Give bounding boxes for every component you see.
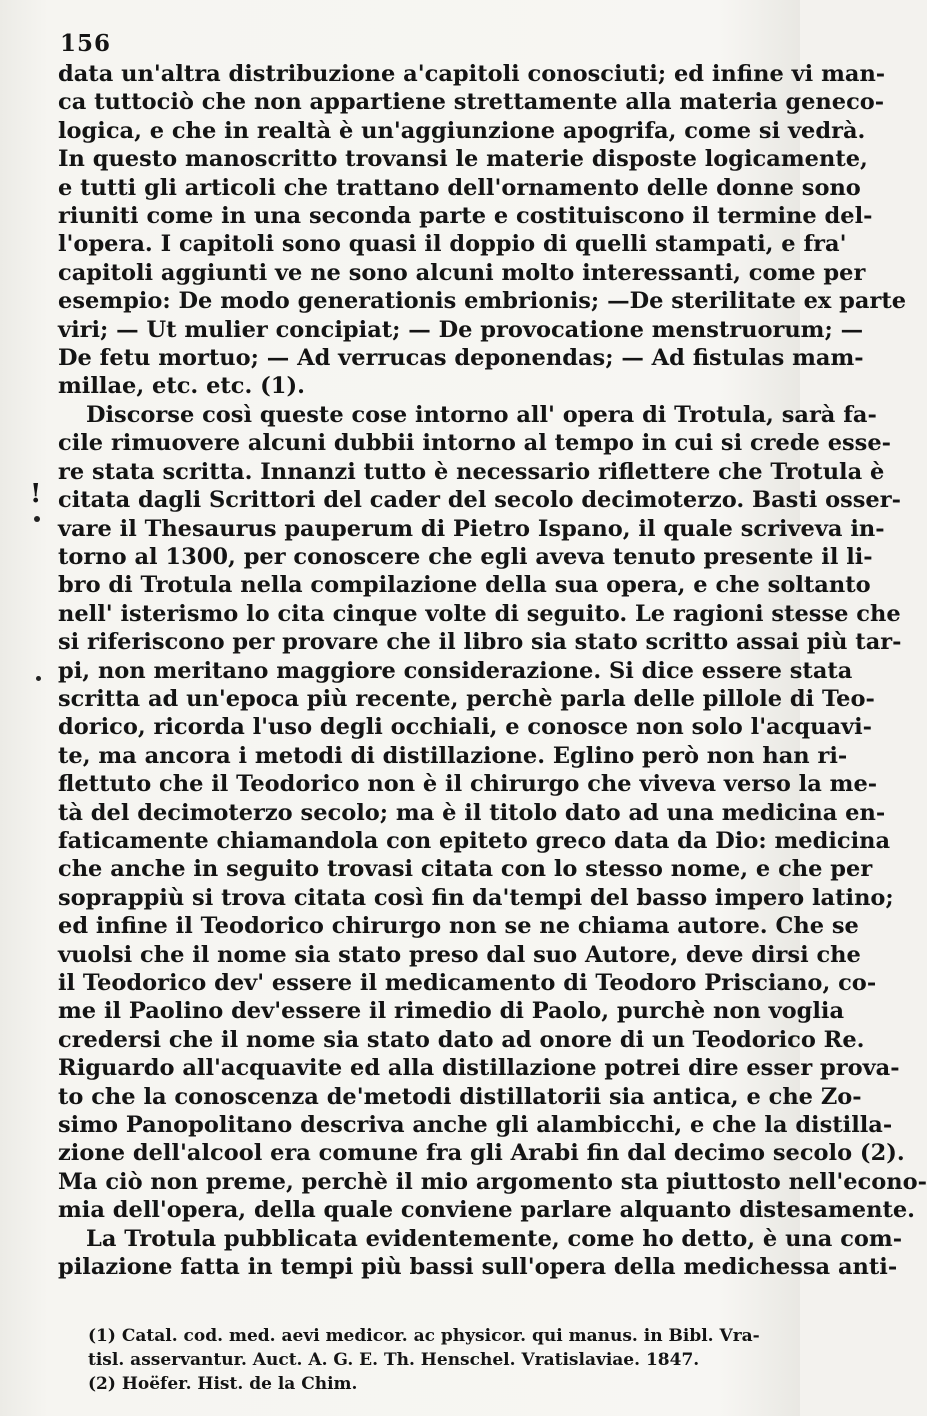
text-line: faticamente chiamandola con epiteto greco data da Dio: medicina	[58, 827, 891, 854]
text-line: me il Paolino dev'essere il rimedio di Paolo, purchè non voglia	[58, 998, 845, 1025]
text-line: te, ma ancora i metodi di distillazione. Eglino però non han ri-	[58, 742, 848, 769]
text-line: Riguardo all'acquavite ed alla distillazione potrei dire esser prova-	[58, 1055, 900, 1082]
text-line: Discorse così queste cose intorno all' opera di Trotula, sarà fa-	[86, 401, 877, 428]
text-line: simo Panopolitano descriva anche gli alambicchi, e che la distilla-	[58, 1112, 893, 1139]
text-line: credersi che il nome sia stato dato ad onore di un Teodorico Re.	[58, 1026, 865, 1053]
text-line: bro di Trotula nella compilazione della sua opera, e che soltanto	[58, 572, 871, 599]
footnote: (2) Hoëfer. Hist. de la Chim.	[88, 1374, 358, 1394]
text-line: pi, non meritano maggiore considerazione. Si dice essere stata	[58, 657, 853, 684]
text-line: to che la conoscenza de'metodi distillatorii sia antica, e che Zo-	[58, 1083, 862, 1110]
text-line: data un'altra distribuzione a'capitoli conosciuti; ed infine vi man-	[58, 61, 886, 87]
text-line: flettuto che il Teodorico non è il chirurgo che viveva verso la me-	[58, 771, 878, 798]
text-line: tà del decimoterzo secolo; ma è il titolo dato ad una medicina en-	[58, 799, 886, 826]
text-line: dorico, ricorda l'uso degli occhiali, e conosce non solo l'acquavi-	[58, 714, 872, 741]
text-line: che anche in seguito trovasi citata con lo stesso nome, e che per	[58, 856, 873, 883]
text-line: logica, e che in realtà è un'aggiunzione apogrifa, come si vedrà.	[58, 117, 866, 144]
margin-dot	[34, 516, 40, 522]
text-line: e tutti gli articoli che trattano dell'ornamento delle donne sono	[58, 174, 861, 201]
footnotes	[88, 1324, 764, 1396]
text-line: il Teodorico dev' essere il medicamento di Teodoro Prisciano, co-	[58, 970, 877, 996]
text-line: Ma ciò non preme, perchè il mio argomento sta piuttosto nell'econo-	[58, 1168, 927, 1195]
footnote: tisl. asservantur. Auct. A. G. E. Th. Henschel. Vratislaviae. 1847.	[88, 1350, 700, 1370]
text-line: viri; — Ut mulier concipiat; — De provocatione menstruorum; —	[58, 316, 864, 343]
text-line: esempio: De modo generationis embrionis; —De sterilitate ex parte	[58, 288, 907, 315]
text-line: ca tuttociò che non appartiene strettamente alla materia geneco-	[58, 89, 885, 116]
text-line: vare il Thesaurus pauperum di Pietro Ispano, il quale scriveva in-	[58, 515, 885, 542]
text-line: citata dagli Scrittori del cader del secolo decimoterzo. Basti osser-	[58, 487, 901, 514]
text-line: capitoli aggiunti ve ne sono alcuni molto interessanti, come per	[58, 259, 866, 286]
text-line: torno al 1300, per conoscere che egli aveva tenuto presente il li-	[58, 543, 873, 570]
text-line: In questo manoscritto trovansi le materie disposte logicamente,	[58, 146, 868, 173]
text-line: soprappiù si trova citata così fin da'tempi del basso impero latino;	[58, 884, 894, 911]
text-line: l'opera. I capitoli sono quasi il doppio di quelli stampati, e fra'	[58, 231, 847, 258]
text-line: vuolsi che il nome sia stato preso dal suo Autore, deve dirsi che	[58, 941, 861, 968]
text-line: mia dell'opera, della quale conviene parlare alquanto distesamente.	[58, 1197, 915, 1224]
text-line: scritta ad un'epoca più recente, perchè parla delle pillole di Teo-	[58, 685, 875, 712]
text-line: riuniti come in una seconda parte e costituiscono il termine del-	[58, 203, 873, 230]
margin-dot	[36, 676, 41, 681]
text-line: La Trotula pubblicata evidentemente, come ho detto, è una com-	[86, 1225, 903, 1252]
text-line: zione dell'alcool era comune fra gli Arabi fin dal decimo secolo (2).	[58, 1140, 905, 1167]
body-text	[58, 60, 927, 1281]
text-line: De fetu mortuo; — Ad verrucas deponendas; — Ad fistulas mam-	[58, 345, 864, 372]
text-line: ed infine il Teodorico chirurgo non se ne chiama autore. Che se	[58, 913, 859, 940]
text-line: nell' isterismo lo cita cinque volte di seguito. Le ragioni stesse che	[58, 600, 901, 627]
text-line: si riferiscono per provare che il libro sia stato scritto assai più tar-	[58, 629, 902, 656]
margin-mark	[30, 480, 36, 508]
page-number: 156	[60, 30, 112, 57]
text-line: cile rimuovere alcuni dubbii intorno al tempo in cui si crede esse-	[58, 430, 892, 457]
text-line: re stata scritta. Innanzi tutto è necessario riflettere che Trotula è	[58, 458, 885, 485]
text-line: pilazione fatta in tempi più bassi sull'opera della medichessa anti-	[58, 1254, 898, 1281]
text-line: millae, etc. etc. (1).	[58, 373, 305, 400]
footnote: (1) Catal. cod. med. aevi medicor. ac physicor. qui manus. in Bibl. Vra-	[88, 1326, 760, 1346]
